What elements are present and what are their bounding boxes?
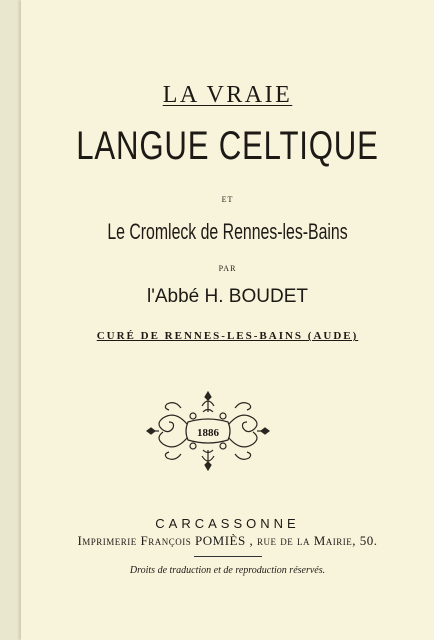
title-conjunction: ET xyxy=(221,195,234,204)
author-name: l'Abbé H. BOUDET xyxy=(147,286,308,307)
title-page xyxy=(21,0,434,640)
imprint-printer: Imprimerie François POMIÈS , rue de la Mairie, 50. xyxy=(77,533,378,548)
imprint-city: CARCASSONNE xyxy=(155,516,300,531)
by-label: PAR xyxy=(218,264,237,273)
subtitle: Le Cromleck de Rennes-les-Bains xyxy=(107,219,348,244)
title-line-1: LA VRAIE xyxy=(162,82,293,108)
year-label: 1886 xyxy=(197,427,219,439)
main-title: LANGUE CELTIQUE xyxy=(76,124,379,168)
author-position: CURÉ DE RENNES-LES-BAINS (AUDE) xyxy=(96,330,359,342)
divider xyxy=(194,556,262,557)
rights-notice: Droits de traduction et de reproduction réservés. xyxy=(129,565,326,576)
year-ornament xyxy=(145,388,271,474)
